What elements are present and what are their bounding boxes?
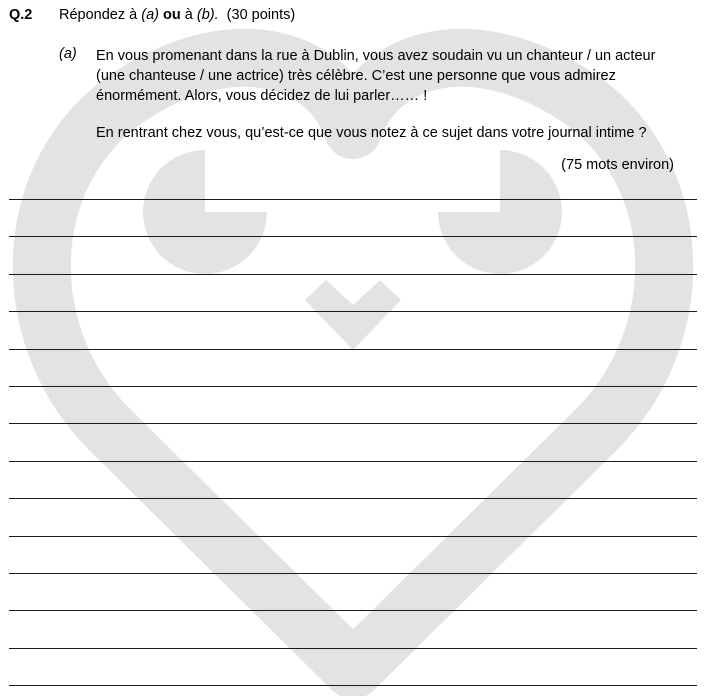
- paragraph-line: En vous promenant dans la rue à Dublin, vous avez soudain vu un chanteur / un acteur: [96, 48, 656, 64]
- answer-line[interactable]: [9, 311, 697, 312]
- answer-line[interactable]: [9, 610, 697, 611]
- paragraph-line: énormément. Alors, vous décidez de lui parler…… !: [96, 88, 428, 104]
- answer-line[interactable]: [9, 386, 697, 387]
- answer-line[interactable]: [9, 423, 697, 424]
- part-a-label: (a): [59, 46, 77, 62]
- answer-line[interactable]: [9, 498, 697, 499]
- answer-line[interactable]: [9, 274, 697, 275]
- paragraph-line: (une chanteuse / une actrice) très célèbre. C’est une personne que vous admirez: [96, 68, 616, 84]
- answer-line[interactable]: [9, 199, 697, 200]
- answer-line[interactable]: [9, 573, 697, 574]
- part-a-prompt: En rentrant chez vous, qu’est-ce que vous notez à ce sujet dans votre journal intime ?: [96, 125, 647, 141]
- option-b-ref: (b).: [196, 7, 219, 23]
- question-instruction: [59, 7, 295, 23]
- answer-line[interactable]: [9, 461, 697, 462]
- instruction-prefix: Répondez à: [59, 7, 138, 23]
- answer-line[interactable]: [9, 648, 697, 649]
- question-number: Q.2: [9, 7, 33, 23]
- conjunction: ou: [163, 7, 181, 23]
- word-count: (75 mots environ): [561, 157, 674, 173]
- answer-line[interactable]: [9, 685, 697, 686]
- answer-line[interactable]: [9, 536, 697, 537]
- part-a-paragraph: [96, 46, 696, 106]
- answer-line[interactable]: [9, 236, 697, 237]
- answer-line[interactable]: [9, 349, 697, 350]
- option-a-ref: (a): [141, 7, 159, 23]
- instruction-between: à: [184, 7, 193, 23]
- points-label: (30 points): [226, 7, 296, 23]
